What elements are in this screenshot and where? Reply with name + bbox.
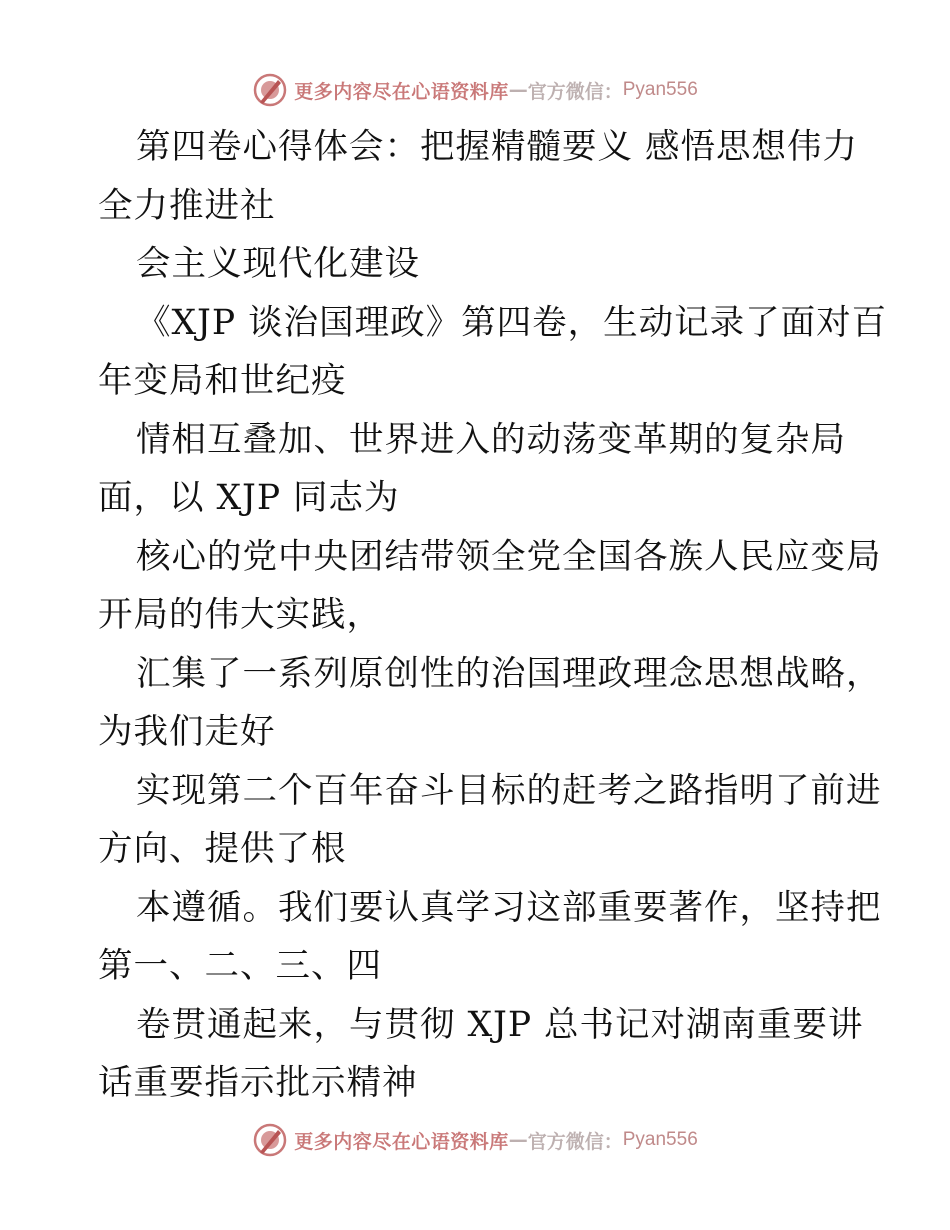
- footer-watermark: [0, 1120, 950, 1160]
- watermark-wechat-label: 官方微信：: [527, 1130, 623, 1153]
- text-line: 全力推进社: [98, 185, 276, 226]
- text-line: 方向、提供了根: [98, 829, 347, 869]
- text-line: 实现第二个百年奋斗目标的赶考之路指明了前进: [136, 770, 882, 811]
- text-line: 《XJP 谈治国理政》第四卷，生动记录了面对百: [136, 302, 888, 343]
- watermark-wechat-id: Pyan556: [622, 1129, 698, 1150]
- watermark-wechat-label: 官方微信：: [527, 80, 623, 103]
- text-line: 第一、二、三、四: [98, 946, 382, 986]
- quill-seal-icon: [252, 72, 288, 108]
- text-line: 本遵循。我们要认真学习这部重要著作，坚持把: [136, 887, 882, 928]
- text-line: 会主义现代化建设: [136, 244, 420, 284]
- watermark-dash: —: [508, 1129, 528, 1151]
- text-line: 第四卷心得体会：把握精髓要义 感悟思想伟力: [136, 127, 858, 167]
- text-line: 情相互叠加、世界进入的动荡变革期的复杂局: [136, 419, 846, 460]
- text-line: 面，以 XJP 同志为: [98, 478, 400, 518]
- watermark-main-text: 更多内容尽在心语资料库: [294, 1130, 509, 1153]
- watermark-wechat-id: Pyan556: [622, 79, 698, 100]
- document-body: [98, 118, 888, 1113]
- text-line: 汇集了一系列原创性的治国理政理念思想战略，: [136, 653, 882, 694]
- watermark-main-text: 更多内容尽在心语资料库: [294, 80, 509, 103]
- text-line: 卷贯通起来，与贯彻 XJP 总书记对湖南重要讲: [136, 1004, 864, 1045]
- text-line: 开局的伟大实践，: [98, 595, 382, 635]
- watermark-dash: —: [508, 79, 528, 101]
- quill-seal-icon: [252, 1122, 288, 1158]
- text-line: 核心的党中央团结带领全党全国各族人民应变局: [136, 536, 882, 577]
- header-watermark: [0, 70, 950, 110]
- text-line: 话重要指示批示精神: [98, 1063, 418, 1103]
- text-line: 为我们走好: [98, 712, 276, 752]
- text-line: 年变局和世纪疫: [98, 361, 347, 401]
